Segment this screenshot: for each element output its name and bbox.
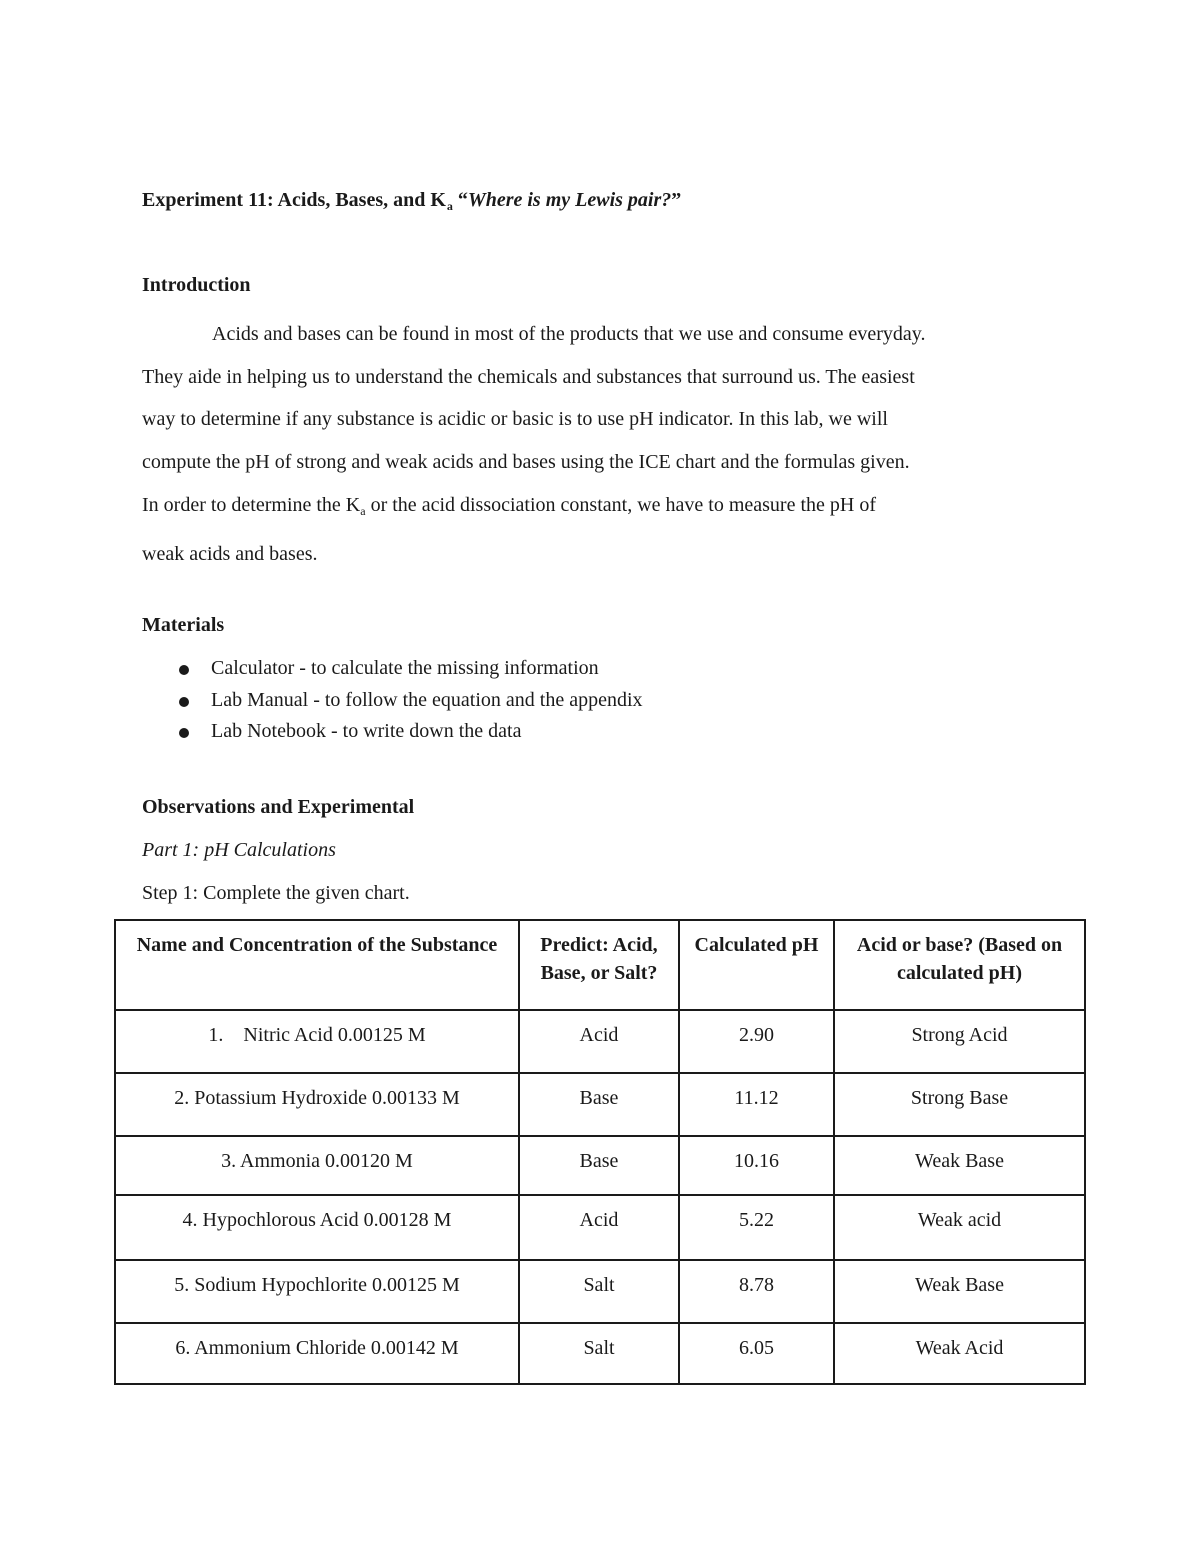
bullet-icon <box>179 728 189 738</box>
cell-ph: 5.22 <box>679 1195 834 1260</box>
header-substance: Name and Concentration of the Substance <box>115 920 519 1010</box>
ph-data-table <box>114 919 1086 1385</box>
cell-ph: 6.05 <box>679 1323 834 1384</box>
cell-predict: Salt <box>519 1323 679 1384</box>
bullet-icon <box>179 665 189 675</box>
cell-ph: 2.90 <box>679 1010 834 1073</box>
bullet-icon <box>179 697 189 707</box>
table-row <box>115 1010 1085 1073</box>
cell-substance: 6. Ammonium Chloride 0.00142 M <box>115 1323 519 1384</box>
intro-line: weak acids and bases. <box>142 542 318 565</box>
header-acid-or-base: Acid or base? (Based on calculated pH) <box>834 920 1085 1010</box>
cell-predict: Salt <box>519 1260 679 1323</box>
introduction-paragraph <box>142 313 1062 575</box>
cell-result: Weak Base <box>834 1136 1085 1195</box>
cell-result: Weak acid <box>834 1195 1085 1260</box>
intro-line <box>142 484 1062 533</box>
table-header-row <box>115 920 1085 1010</box>
cell-substance: 2. Potassium Hydroxide 0.00133 M <box>115 1073 519 1136</box>
materials-item-label: Calculator - to calculate the missing information <box>211 657 599 679</box>
cell-result: Strong Acid <box>834 1010 1085 1073</box>
document-title <box>142 186 681 220</box>
cell-substance: 5. Sodium Hypochlorite 0.00125 M <box>115 1260 519 1323</box>
table-row <box>115 1323 1085 1384</box>
table-row <box>115 1195 1085 1260</box>
intro-line: way to determine if any substance is acidic or basic is to use pH indicator. In this lab, we will <box>142 408 888 431</box>
title-prefix: Experiment 11: Acids, Bases, and K <box>142 189 446 211</box>
cell-predict: Base <box>519 1073 679 1136</box>
cell-predict: Base <box>519 1136 679 1195</box>
step-label: Step 1: Complete the given chart. <box>142 882 410 904</box>
table-row <box>115 1136 1085 1195</box>
list-item <box>142 685 643 717</box>
intro-line5-subscript: a <box>360 503 366 518</box>
title-open-quote: “ <box>452 189 468 211</box>
cell-ph: 8.78 <box>679 1260 834 1323</box>
list-item <box>142 653 643 685</box>
table-row <box>115 1260 1085 1323</box>
part-label: Part 1: pH Calculations <box>142 839 336 861</box>
cell-ph: 10.16 <box>679 1136 834 1195</box>
cell-result: Weak Acid <box>834 1323 1085 1384</box>
materials-heading: Materials <box>142 614 225 636</box>
intro-line: They aide in helping us to understand the chemicals and substances that surround us. The easiest <box>142 365 915 388</box>
intro-line5-pre: In order to determine the K <box>142 493 361 516</box>
intro-line: compute the pH of strong and weak acids and bases using the ICE chart and the formulas given. <box>142 451 910 474</box>
list-item <box>142 716 643 748</box>
title-italic: Where is my Lewis pair? <box>467 189 672 211</box>
table-row <box>115 1073 1085 1136</box>
materials-item-label: Lab Manual - to follow the equation and the appendix <box>211 688 643 711</box>
introduction-heading: Introduction <box>142 274 251 296</box>
cell-result: Strong Base <box>834 1073 1085 1136</box>
title-subscript: a <box>446 199 453 213</box>
intro-line: Acids and bases can be found in most of the products that we use and consume everyday. <box>212 323 926 345</box>
header-predict: Predict: Acid, Base, or Salt? <box>519 920 679 1010</box>
observations-heading: Observations and Experimental <box>142 796 415 818</box>
cell-substance: 4. Hypochlorous Acid 0.00128 M <box>115 1195 519 1260</box>
intro-line5-post: or the acid dissociation constant, we have to measure the pH of <box>365 493 876 516</box>
cell-result: Weak Base <box>834 1260 1085 1323</box>
materials-item-label: Lab Notebook - to write down the data <box>211 720 522 743</box>
cell-substance: 3. Ammonia 0.00120 M <box>115 1136 519 1195</box>
cell-predict: Acid <box>519 1010 679 1073</box>
cell-predict: Acid <box>519 1195 679 1260</box>
cell-ph: 11.12 <box>679 1073 834 1136</box>
materials-list <box>142 653 643 748</box>
header-calculated-ph: Calculated pH <box>679 920 834 1010</box>
title-close-quote: ” <box>671 189 682 211</box>
cell-substance: 1. Nitric Acid 0.00125 M <box>115 1010 519 1073</box>
